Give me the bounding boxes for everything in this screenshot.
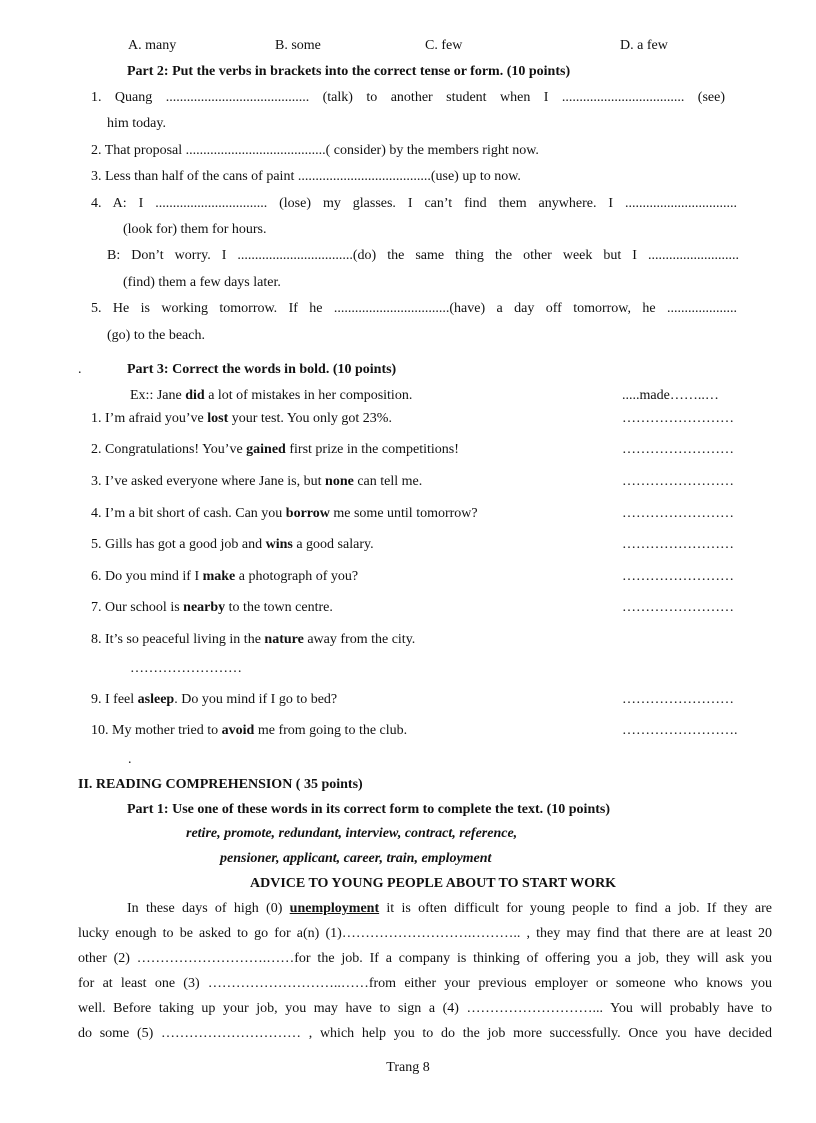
answer-blank: …………………… [622, 474, 734, 489]
section-heading: II. READING COMPREHENSION ( 35 points) [78, 777, 363, 792]
part2-line: (go) to the beach. [107, 328, 205, 343]
passage-line: for at least one (3) ………………………..……from either your previous employer or someone who knows you [78, 976, 772, 991]
stray-dot: . [128, 752, 132, 767]
part2-line: 3. Less than half of the cans of paint ......................................(use) up to now. [91, 169, 521, 184]
answer-blank: …………………… [622, 442, 734, 457]
answer-blank: …………………… [622, 569, 734, 584]
part3-item: 2. Congratulations! You’ve gained first prize in the competitions! [91, 442, 459, 457]
part3-heading: Part 3: Correct the words in bold. (10 points) [127, 362, 397, 377]
part2-line: him today. [107, 116, 166, 131]
part3-item: 7. Our school is nearby to the town centre. [91, 600, 333, 615]
part2-heading: Part 2: Put the verbs in brackets into the correct tense or form. (10 points) [127, 64, 571, 79]
part2-line: 1. Quang ......................................... (talk) to another student when I ................................... (see) [91, 90, 725, 105]
option-b: B. some [275, 38, 321, 53]
answer-blank: …………………… [622, 411, 734, 426]
example-answer: unemployment [289, 901, 380, 916]
passage-line: well. Before taking up your job, you may have to sign a (4) ………………………... You will probably have to [78, 1001, 772, 1016]
part3-item: 4. I’m a bit short of cash. Can you borrow me some until tomorrow? [91, 506, 478, 521]
part3-item: 6. Do you mind if I make a photograph of you? [91, 569, 359, 584]
part3-item: 5. Gills has got a good job and wins a good salary. [91, 537, 374, 552]
option-c: C. few [425, 38, 463, 53]
passage-title: ADVICE TO YOUNG PEOPLE ABOUT TO START WORK [250, 876, 617, 891]
word-box-line: pensioner, applicant, career, train, employment [220, 851, 492, 866]
answer-blank: …………………… [622, 600, 734, 615]
passage-line: other (2) ……………………….……for the job. If a company is thinking of offering you a job, they will ask you [78, 951, 772, 966]
part3-item: 1. I’m afraid you’ve lost your test. You only got 23%. [91, 411, 392, 426]
passage-line: In these days of high (0) unemployment it is often difficult for young people to find a job. If they are [127, 901, 773, 916]
answer-blank: …………………… [622, 506, 734, 521]
option-d: D. a few [620, 38, 668, 53]
part2-line: 5. He is working tomorrow. If he .................................(have) a day off tomorrow, he .................... [91, 301, 737, 316]
part3-item: 8. It’s so peaceful living in the nature away from the city. [91, 632, 416, 647]
answer-blank: …………………… [622, 692, 734, 707]
part3-item: 3. I’ve asked everyone where Jane is, but none can tell me. [91, 474, 423, 489]
passage-line: lucky enough to be asked to go for a(n) (1)……………………….……….. , they may find that there are at least 20 [78, 926, 772, 941]
part2-line: (look for) them for hours. [123, 222, 267, 237]
answer-blank: …………………… [130, 661, 242, 676]
word-box-line: retire, promote, redundant, interview, contract, reference, [186, 826, 518, 841]
part2-line: (find) them a few days later. [123, 275, 281, 290]
example-sentence: Ex:: Jane did a lot of mistakes in her composition. [130, 388, 413, 403]
part3-item: 9. I feel asleep. Do you mind if I go to bed? [91, 692, 338, 707]
page-number: Trang 8 [386, 1060, 430, 1075]
part3-item: 10. My mother tried to avoid me from going to the club. [91, 723, 408, 738]
example-answer: .....made……..… [622, 388, 719, 403]
answer-blank: …………………… [622, 537, 734, 552]
option-a: A. many [128, 38, 177, 53]
passage-line: do some (5) ………………………… , which help you to do the job more successfully. Once you have decided [78, 1026, 772, 1041]
part2-line: B: Don’t worry. I .................................(do) the same thing the other week but I .......................... [107, 248, 739, 263]
answer-blank: ……………………. [622, 723, 738, 738]
reading-part1-heading: Part 1: Use one of these words in its correct form to complete the text. (10 points) [127, 802, 610, 817]
stray-dot: . [78, 362, 82, 377]
part2-line: 4. A: I ................................ (lose) my glasses. I can’t find them anywhere. I ................................ [91, 196, 737, 211]
part2-line: 2. That proposal ........................................( consider) by the members right now. [91, 143, 539, 158]
